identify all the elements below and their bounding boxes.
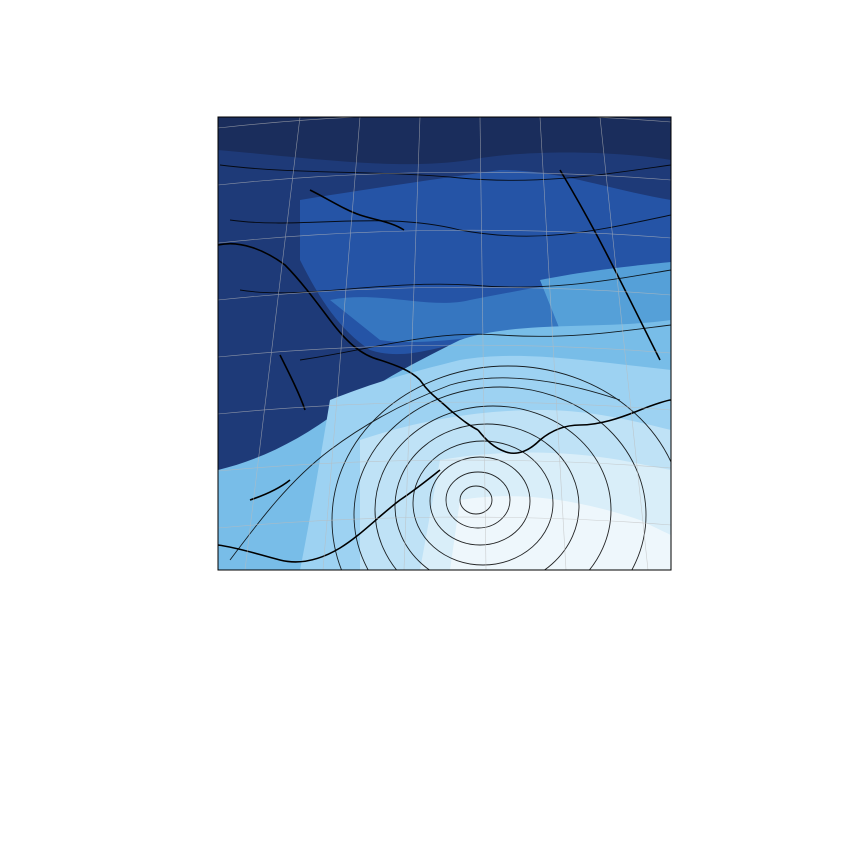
map-field xyxy=(218,114,684,674)
